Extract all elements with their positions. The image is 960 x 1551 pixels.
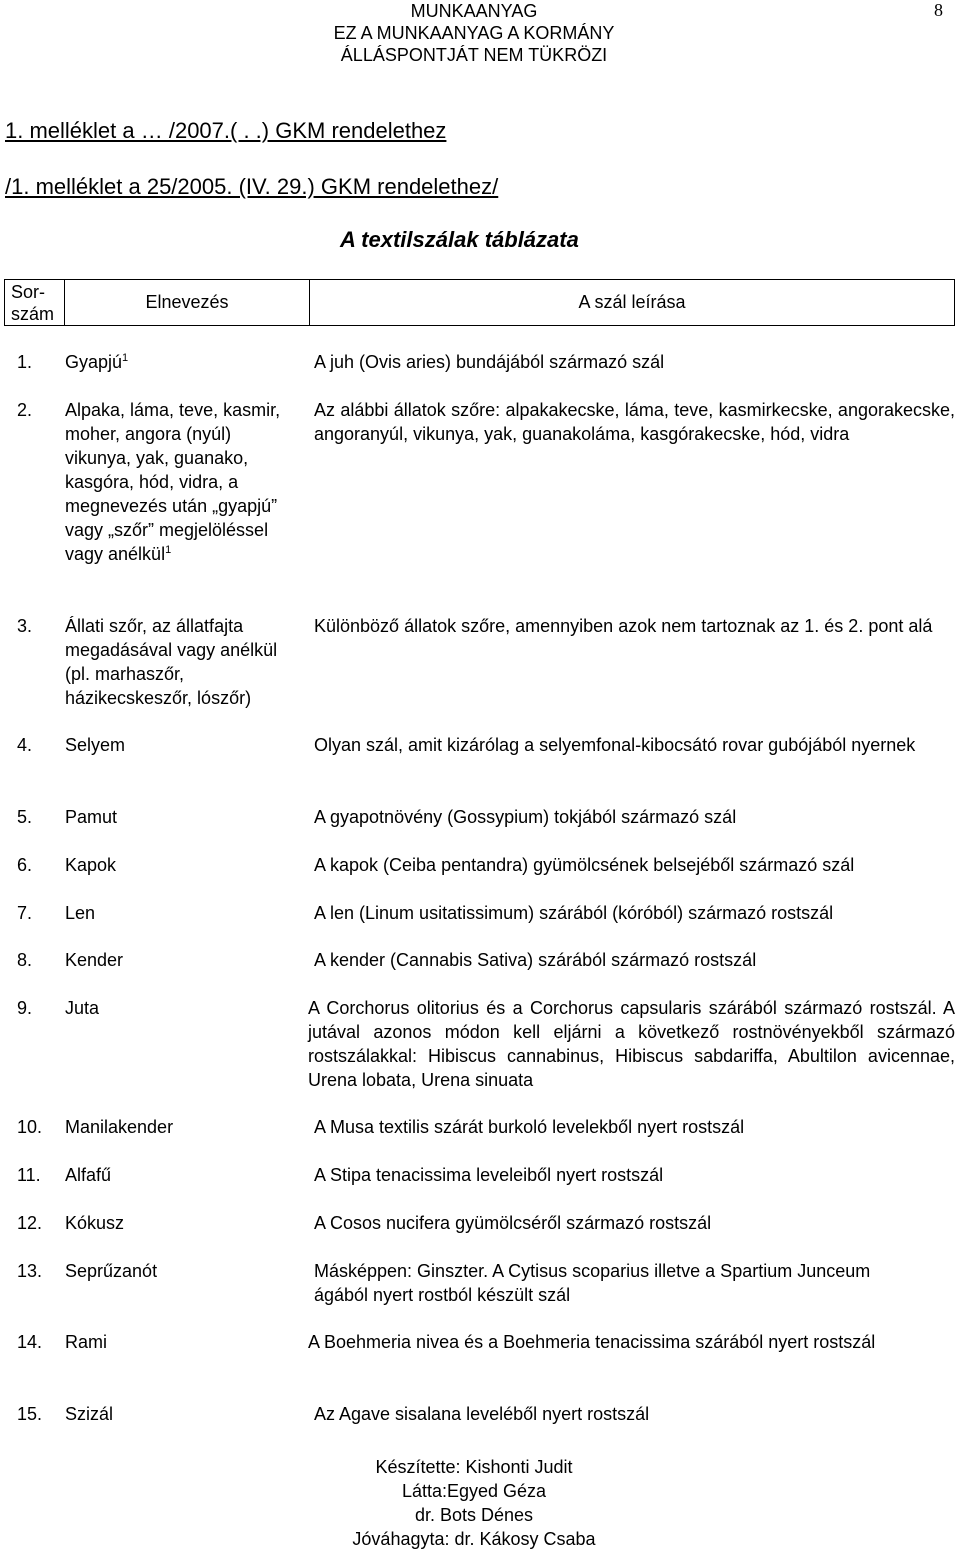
footnote-mark: 1 [122,352,129,364]
page-number: 8 [934,0,943,20]
column-header-description: A szál leírása [310,280,955,326]
row-number: 6. [17,855,33,875]
signature-seen-by: Látta:Egyed Géza [401,1481,547,1501]
fiber-name: Állati szőr, az állatfajta megadásával vagy anélkül (pl. marhaszőr, házikecskeszőr, lószőr) [65,616,278,708]
draft-header-line2: EZ A MUNKAANYAG A KORMÁNY [333,23,615,43]
fiber-name: Len [65,903,96,923]
fiber-description: A Cosos nucifera gyümölcséről származó rostszál [314,1213,712,1233]
fiber-name-text: Alpaka, láma, teve, kasmir, moher, angora (nyúl) vikunya, yak, guanako, kasgóra, hód, vidra, a megnevezés után „gyapjú” vagy „szőr” megjelöléssel vagy anélkül [65,400,281,564]
row-number: 15. [17,1404,43,1424]
fiber-description: A kapok (Ceiba pentandra) gyümölcsének belsejéből származó szál [314,855,855,875]
fiber-description: A Stipa tenacissima leveleiből nyert rostszál [314,1165,664,1185]
signature-seen-by-2: dr. Bots Dénes [414,1505,534,1525]
row-number: 7. [17,903,33,923]
fiber-description: A Boehmeria nivea és a Boehmeria tenacissima szárából nyert rostszál [308,1332,876,1352]
fiber-name-text: Gyapjú [65,352,123,372]
signature-prepared-by: Készítette: Kishonti Judit [375,1457,573,1477]
footnote-mark: 1 [165,544,172,556]
row-number: 10. [17,1117,43,1137]
annex-reference-original: /1. melléklet a 25/2005. (IV. 29.) GKM rendelethez/ [5,174,499,199]
fiber-name: Pamut [65,807,118,827]
fiber-name [65,350,303,374]
fiber-description: A juh (Ovis aries) bundájából származó szál [314,352,665,372]
table-header [4,279,955,326]
row-number: 11. [17,1165,41,1185]
fiber-name: Juta [65,998,100,1018]
signature-approved-by: Jóváhagyta: dr. Kákosy Csaba [352,1529,596,1549]
fiber-description: A len (Linum usitatissimum) szárából (kóróból) származó rostszál [314,903,834,923]
row-number: 1. [17,352,33,372]
column-header-number-line1: Sor- [11,281,46,302]
row-number: 4. [17,735,33,755]
row-number: 8. [17,950,33,970]
fiber-description: A kender (Cannabis Sativa) szárából származó rostszál [314,950,757,970]
column-header-number-line2: szám [11,303,55,324]
fiber-description: Az Agave sisalana leveléből nyert rostszál [314,1404,650,1424]
fiber-name: Szizál [65,1404,114,1424]
fiber-name: Kender [65,950,124,970]
draft-header [300,0,648,66]
signature-block [300,1455,648,1551]
fiber-name: Alfafű [65,1165,112,1185]
fiber-name: Selyem [65,735,126,755]
row-number: 5. [17,807,33,827]
fiber-name: Kapok [65,855,117,875]
draft-header-line3: ÁLLÁSPONTJÁT NEM TÜKRÖZI [340,45,608,65]
annex-reference: 1. melléklet a … /2007.( . .) GKM rendelethez [5,118,447,143]
row-number: 14. [17,1332,43,1352]
fiber-description: A Corchorus olitorius és a Corchorus capsularis szárából származó rostszál. A jutával azonos módon kell eljárni a következő rostnövényekből származó rostszálakkal: Hibiscus cannabinus, Hibiscus sabdariffa, Abultilon avicennae, Urena lobata, Urena sinuata [308,998,955,1090]
row-number: 2. [17,400,33,420]
column-header-name: Elnevezés [65,280,310,326]
fiber-description: A gyapotnövény (Gossypium) tokjából származó szál [314,807,737,827]
fiber-description: A Musa textilis szárát burkoló levelekből nyert rostszál [314,1117,745,1137]
fiber-name: Kókusz [65,1213,125,1233]
fiber-description: Olyan szál, amit kizárólag a selyemfonal-kibocsátó rovar gubójából nyernek [314,735,916,755]
fiber-name: Seprűzanót [65,1261,158,1281]
column-header-number [5,280,65,326]
fiber-description: Különböző állatok szőre, amennyiben azok nem tartoznak az 1. és 2. pont alá [314,616,933,636]
row-number: 9. [17,998,33,1018]
fiber-description: Az alábbi állatok szőre: alpakakecske, láma, teve, kasmirkecske, angorakecske, angoranyúl, vikunya, yak, guanakoláma, kasgórakecske, hód, vidra [314,400,955,444]
fiber-name: Manilakender [65,1117,174,1137]
draft-header-line1: MUNKAANYAG [410,1,538,21]
document-title: A textilszálak táblázata [340,227,579,252]
fiber-name: Rami [65,1332,108,1352]
row-number: 12. [17,1213,43,1233]
fiber-description: Másképpen: Ginszter. A Cytisus scoparius illetve a Spartium Junceum ágából nyert rostból készült szál [314,1261,871,1305]
row-number: 3. [17,616,33,636]
row-number: 13. [17,1261,43,1281]
fiber-name [65,398,301,566]
